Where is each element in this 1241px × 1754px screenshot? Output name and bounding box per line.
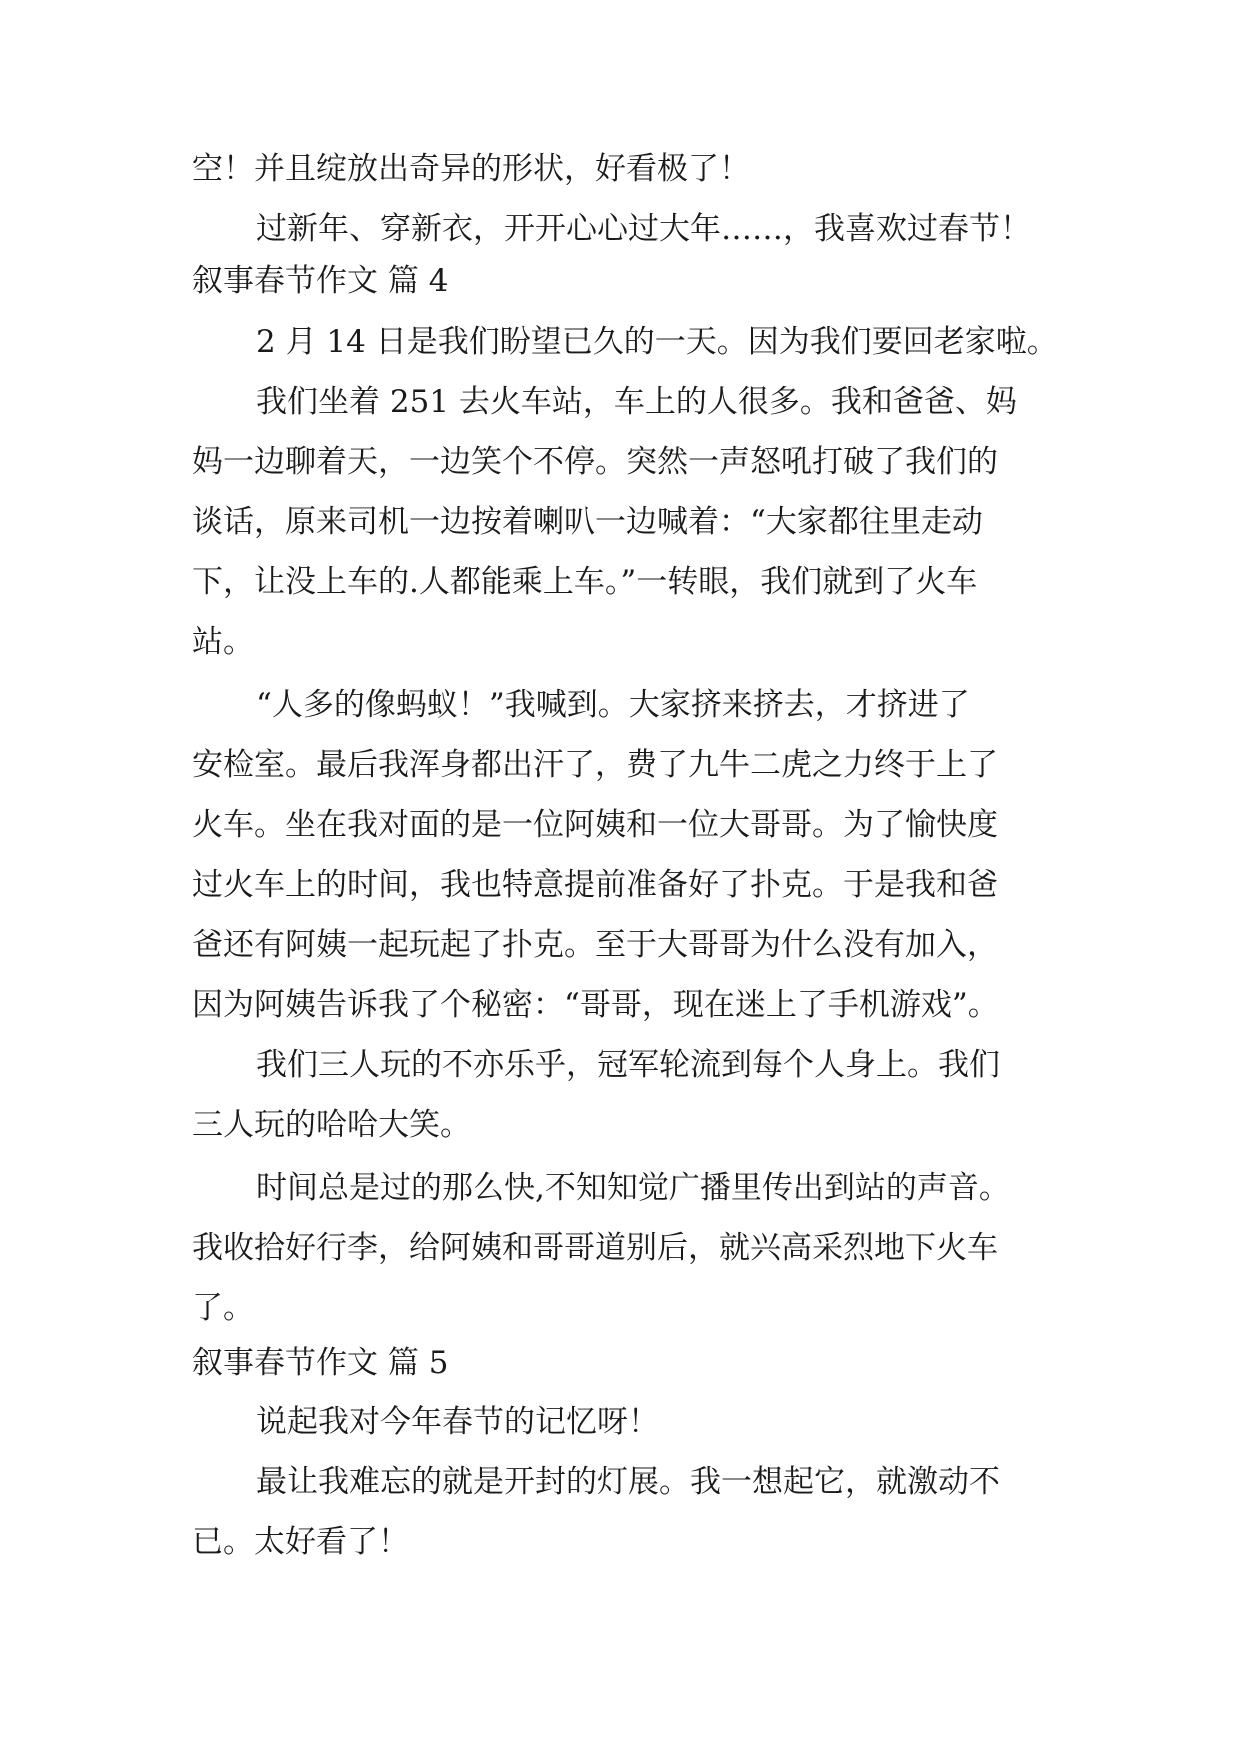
paragraph-line: 已。太好看了！ [192,1524,409,1560]
paragraph-line: 因为阿姨告诉我了个秘密：“哥哥，现在迷上了手机游戏”。 [192,987,999,1023]
paragraph-line: 下，让没上车的.人都能乘上车。”一转眼，我们就到了火车 [192,564,978,600]
paragraph-line: 空！并且绽放出奇异的形状，好看极了！ [192,151,750,187]
paragraph-line: 了。 [192,1290,254,1326]
section-heading-5: 叙事春节作文 篇 5 [192,1345,449,1381]
paragraph-line: 过新年、穿新衣，开开心心过大年……，我喜欢过春节！ [256,211,1031,247]
paragraph-line: 时间总是过的那么快,不知知觉广播里传出到站的声音。 [256,1170,1010,1206]
paragraph-line: 我们坐着 251 去火车站，车上的人很多。我和爸爸、妈 [256,384,1017,420]
paragraph-line: 爸还有阿姨一起玩起了扑克。至于大哥哥为什么没有加入， [192,927,998,963]
paragraph-line: 妈一边聊着天，一边笑个不停。突然一声怒吼打破了我们的 [192,444,998,480]
paragraph-line: 站。 [192,624,254,660]
paragraph-line: 最让我难忘的就是开封的灯展。我一想起它，就激动不 [256,1464,1000,1500]
paragraph-line: 安检室。最后我浑身都出汗了，费了九牛二虎之力终于上了 [192,747,998,783]
paragraph-line: 过火车上的时间，我也特意提前准备好了扑克。于是我和爸 [192,867,998,903]
section-heading-4: 叙事春节作文 篇 4 [192,263,449,299]
paragraph-line: 我收拾好行李，给阿姨和哥哥道别后，就兴高采烈地下火车 [192,1230,998,1266]
paragraph-line: 三人玩的哈哈大笑。 [192,1107,471,1143]
paragraph-line: 火车。坐在我对面的是一位阿姨和一位大哥哥。为了愉快度 [192,807,998,843]
paragraph-line: 2 月 14 日是我们盼望已久的一天。因为我们要回老家啦。 [256,324,1058,360]
paragraph-line: “人多的像蚂蚁！”我喊到。大家挤来挤去，才挤进了 [256,687,970,723]
paragraph-line: 我们三人玩的不亦乐乎，冠军轮流到每个人身上。我们 [256,1047,1000,1083]
paragraph-line: 说起我对今年春节的记忆呀！ [256,1404,659,1440]
paragraph-line: 谈话，原来司机一边按着喇叭一边喊着：“大家都往里走动 [192,504,983,540]
